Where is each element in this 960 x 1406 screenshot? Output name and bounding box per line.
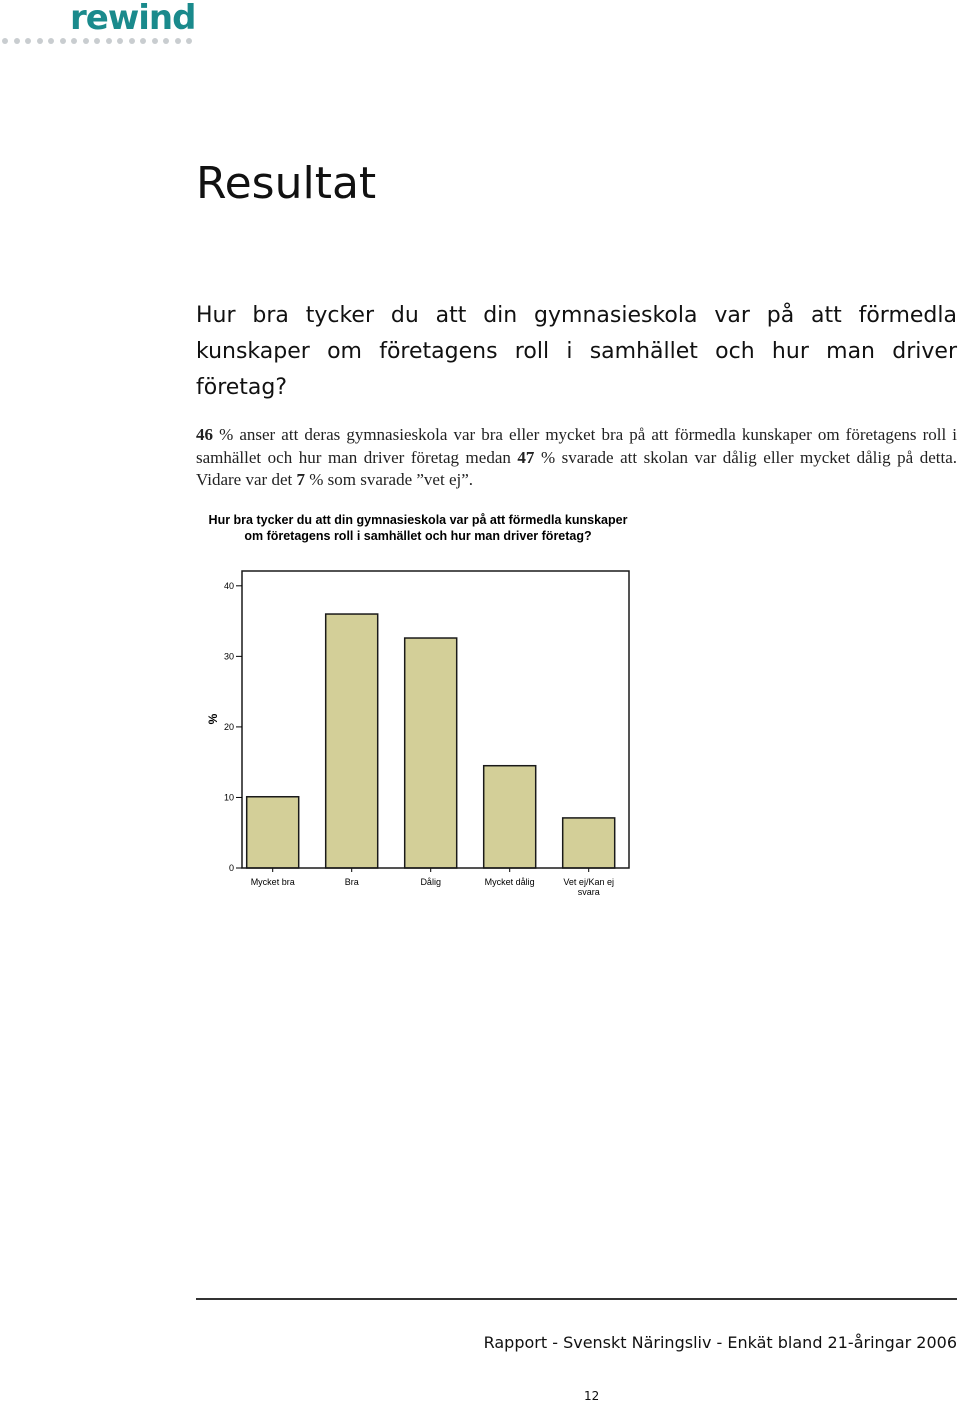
bar xyxy=(563,818,615,868)
rewind-logo: rewind xyxy=(70,0,196,38)
bar xyxy=(484,766,536,868)
bar xyxy=(247,797,299,868)
y-axis-label: % xyxy=(206,713,220,725)
bar xyxy=(326,614,378,868)
page-number: 12 xyxy=(584,1389,600,1403)
x-tick-label xyxy=(563,877,614,897)
y-tick-label: 0 xyxy=(228,863,234,873)
footer-text: Rapport - Svenskt Näringsliv - Enkät bland 21-åringar 2006 xyxy=(483,1333,957,1352)
value-bad: 47 xyxy=(517,447,535,467)
y-tick-label: 40 xyxy=(223,580,234,591)
x-tick-label: Mycket bra xyxy=(250,877,295,887)
x-tick-label: Bra xyxy=(344,877,359,887)
text: % som svarade ”vet ej”. xyxy=(304,470,474,489)
value-good: 46 xyxy=(196,425,213,444)
bar xyxy=(405,638,457,868)
question-heading: Hur bra tycker du att din gymnasieskola var på att förmedla kunskaper om företagens roll i samhället och hur man driver företag? xyxy=(196,303,957,400)
x-tick-label: Dålig xyxy=(420,877,441,887)
y-tick-label: 10 xyxy=(223,792,234,803)
footer-divider xyxy=(196,1298,957,1300)
x-tick-label: Mycket dålig xyxy=(484,877,535,887)
text: % svarade att skolan var dålig eller mycket dålig på detta. Vidare var det xyxy=(196,447,957,489)
page-title: Resultat xyxy=(196,158,377,209)
label-line: Vet ej/Kan ej xyxy=(563,877,614,887)
text: % anser att deras gymnasieskola var bra eller mycket bra på att förmedla kunskaper om företagens roll i samhället och hur man driver företag medan xyxy=(196,425,957,467)
value-dontknow: 7 xyxy=(296,470,305,489)
chart-title: Hur bra tycker du att din gymnasieskola var på att förmedla kunskaper om företagens roll i samhället och hur man driver företag? xyxy=(208,513,628,543)
y-tick-label: 20 xyxy=(223,721,234,732)
label-line: svara xyxy=(577,887,600,897)
y-tick-label: 30 xyxy=(223,651,234,662)
